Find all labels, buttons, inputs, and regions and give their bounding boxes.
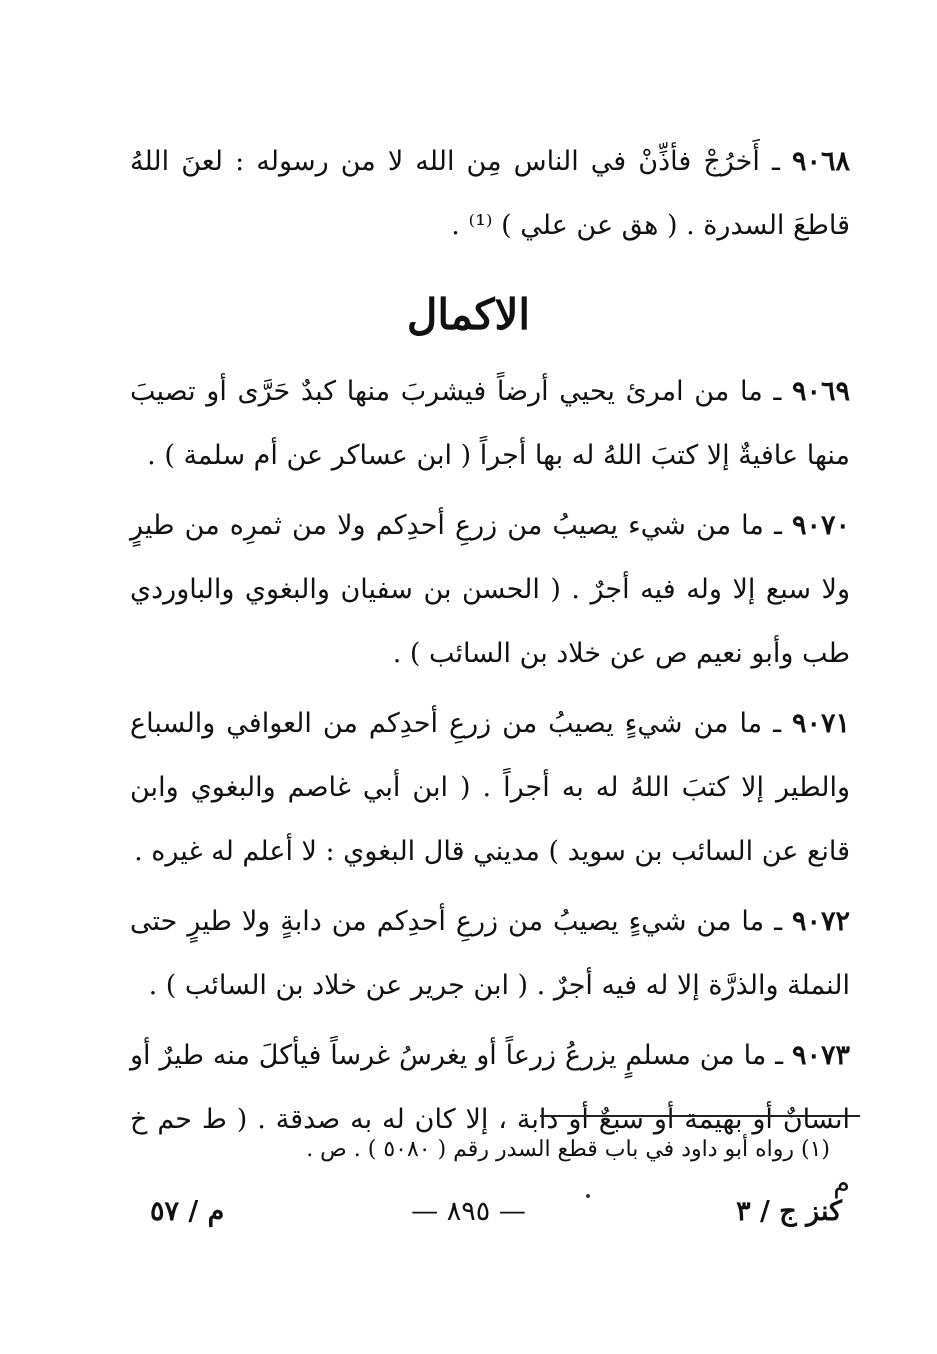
entry-text: أَخرُجْ فأذِّنْ في الناس مِن الله لا من رسوله : لعنَ اللهُ قاطعَ السدرة . ( هق عن علي ) ⁽¹⁾ .	[130, 146, 850, 241]
entry-number: ٩٠٧١	[791, 708, 850, 739]
hadith-entry: ٩٠٧٢ ـ ما من شيءٍ يصيبُ من زرعِ أحدِكم من دابةٍ ولا طيرٍ حتى النملة والذرَّة إلا له فيه أجرٌ . ( ابن جرير عن خلاد بن السائب ) .	[130, 906, 850, 1001]
hadith-entry: ٩٠٦٩ ـ ما من امرئ يحيي أرضاً فيشربَ منها كبدٌ حَرَّى أو تصيبَ منها عافيةٌ إلا كتبَ اللهُ له بها أجراً ( ابن عساكر عن أم سلمة ) .	[130, 376, 850, 471]
signature-mark-left: م / ٥٧	[150, 1196, 225, 1227]
page-number: — ٨٩٥ —	[411, 1196, 526, 1227]
entry-9068	[130, 130, 850, 258]
entry-text: ما من شيء يصيبُ من زرعِ أحدِكم ولا من ثمرِه من طيرٍ ولا سبع إلا وله فيه أجرٌ . ( الحسن بن سفيان والبغوي والباوردي طب وأبو نعيم ص عن خلاد بن السائب ) .	[130, 510, 850, 669]
entry-text: ما من امرئ يحيي أرضاً فيشربَ منها كبدٌ حَرَّى أو تصيبَ منها عافيةٌ إلا كتبَ اللهُ له بها أجراً ( ابن عساكر عن أم سلمة ) .	[130, 376, 850, 471]
hadith-entry: ٩٠٦٨ ـ أَخرُجْ فأذِّنْ في الناس مِن الله لا من رسوله : لعنَ اللهُ قاطعَ السدرة . ( هق عن علي ) ⁽¹⁾ .	[130, 146, 850, 241]
entry-number: ٩٠٧٠	[791, 510, 850, 541]
entry-number: ٩٠٦٨	[791, 146, 850, 177]
hadith-entry: ٩٠٧٣ ـ ما من مسلمٍ يزرعُ زرعاً أو يغرسُ غرساً فيأكلَ منه طيرٌ أو انسانٌ أو بهيمة أو سبعٌ أو دابة ، إلا كان له به صدقة . ( ط حم خ م	[130, 1040, 850, 1199]
entry-number: ٩٠٦٩	[791, 376, 850, 407]
entry-number: ٩٠٧٢	[791, 906, 850, 937]
entry-text: ما من مسلمٍ يزرعُ زرعاً أو يغرسُ غرساً فيأكلَ منه طيرٌ أو انسانٌ أو بهيمة أو سبعٌ أو دابة ، إلا كان له به صدقة . ( ط حم خ م	[130, 1040, 850, 1199]
signature-mark: كنز ج / ٣	[736, 1196, 842, 1227]
entry-number: ٩٠٧٣	[791, 1040, 850, 1071]
entry-text: ما من شيءٍ يصيبُ من زرعِ أحدِكم من العوافي والسباع والطير إلا كتبَ اللهُ له به أجراً . ( ابن أبي غاصم والبغوي وابن قانع عن السائب بن سويد ) مديني قال البغوي : لا أعلم له غيره .	[130, 708, 850, 867]
entries-block	[130, 360, 850, 1216]
entry-text: ما من شيءٍ يصيبُ من زرعِ أحدِكم من دابةٍ ولا طيرٍ حتى النملة والذرَّة إلا له فيه أجرٌ . ( ابن جرير عن خلاد بن السائب ) .	[130, 906, 850, 1001]
footnote: (١) رواه أبو داود في باب قطع السدر رقم ( ٥٠٨٠ ) . ص .	[306, 1137, 830, 1162]
page-footer	[0, 1188, 937, 1236]
footnote-divider	[540, 1115, 860, 1117]
section-heading: الاكمال	[406, 290, 531, 339]
hadith-entry: ٩٠٧٠ ـ ما من شيء يصيبُ من زرعِ أحدِكم ولا من ثمرِه من طيرٍ ولا سبع إلا وله فيه أجرٌ . ( الحسن بن سفيان والبغوي والباوردي طب وأبو نعيم ص عن خلاد بن السائب ) .	[130, 510, 850, 669]
hadith-entry: ٩٠٧١ ـ ما من شيءٍ يصيبُ من زرعِ أحدِكم من العوافي والسباع والطير إلا كتبَ اللهُ له به أجراً . ( ابن أبي غاصم والبغوي وابن قانع عن السائب بن سويد ) مديني قال البغوي : لا أعلم له غيره .	[130, 708, 850, 867]
